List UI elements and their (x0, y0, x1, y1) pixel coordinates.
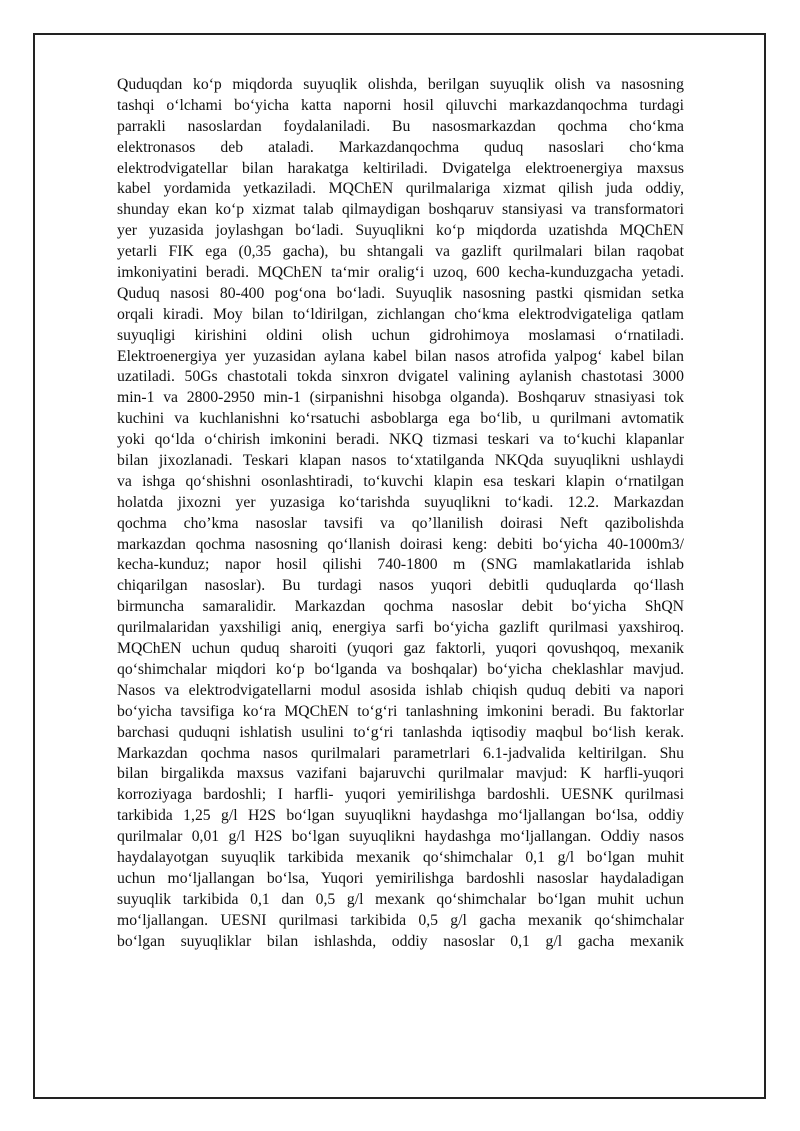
document-body (117, 75, 684, 952)
text-line: qochma cho’kma nasoslar tavsifi va qo’llanilish doirasi Neft qazibolishda (117, 514, 684, 532)
text-line: holatda jixozni yer yuzasiga ko‘tarishda suyuqlikni to‘kadi. 12.2. Markazdan (117, 493, 684, 511)
text-line: bo‘yicha tavsifiga ko‘ra MQChEN to‘g‘ri tanlashning imkonini beradi. Bu faktorlar (117, 702, 684, 720)
text-line: elektronasos deb ataladi. Markazdanqochma quduq nasoslari cho‘kma (117, 138, 684, 156)
text-line: va ishga qo‘shishni osonlashtiradi, to‘kuvchi klapin esa teskari klapin o‘rnatilgan (117, 472, 684, 490)
text-line: kabel yordamida yetkaziladi. MQChEN qurilmalariga xizmat qilish juda oddiy, (117, 180, 684, 198)
text-line: uchun mo‘ljallangan bo‘lsa, Yuqori yemirilishga bardoshli nasoslar haydaladigan (117, 869, 684, 887)
text-line: elektrodvigatellar bilan harakatga keltiriladi. Dvigatelga elektroenergiya maxsus (117, 159, 684, 177)
text-line: kecha-kunduz; napor hosil qilishi 740-1800 m (SNG mamlakatlarida ishlab (117, 556, 684, 574)
text-line: Nasos va elektrodvigatellarni modul asosida ishlab chiqish quduq debiti va napori (117, 681, 684, 699)
text-line: barchasi quduqni ishlatish usulini to‘g‘ri tanlashda iqtisodiy maqbul bo‘lish kerak. (117, 723, 684, 741)
text-line: tashqi o‘lchami bo‘yicha katta naporni hosil qiluvchi markazdanqochma turdagi (117, 96, 684, 114)
text-line: uzatiladi. 50Gs chastotali tokda sinxron dvigatel valining aylanish chastotasi 3000 (117, 368, 684, 386)
text-line: bilan birgalikda maxsus vazifani bajaruvchi qurilmalar mavjud: K harfli-yuqori (117, 765, 684, 783)
text-line: markazdan qochma nasosning qo‘llanish doirasi keng: debiti bo‘yicha 40-1000m3/ (117, 535, 684, 553)
text-line: birmuncha samaralidir. Markazdan qochma nasoslar debit bo‘yicha ShQN (117, 598, 684, 616)
text-line: Quduq nasosi 80-400 pog‘ona bo‘ladi. Suyuqlik nasosning pastki qismidan setka (117, 284, 684, 302)
text-line: chiqarilgan nasoslar). Bu turdagi nasos yuqori debitli quduqlarda qo‘llash (117, 577, 684, 595)
text-line: qo‘shimchalar miqdori ko‘p bo‘lganda va boshqalar) bo‘yicha cheklashlar mavjud. (117, 660, 684, 678)
text-line: qurilmalar 0,01 g/l H2S bo‘lgan suyuqlikni haydashga mo‘ljallangan. Oddiy nasos (117, 828, 684, 846)
text-line: imkoniyatini beradi. MQChEN ta‘mir oralig‘i uzoq, 600 kecha-kunduzgacha yetadi. (117, 264, 684, 282)
text-line: Elektroenergiya yer yuzasidan aylana kabel bilan nasos atrofida yalpog‘ kabel bilan (117, 347, 684, 365)
text-line: suyuqlik tarkibida 0,1 dan 0,5 g/l mexank qo‘shimchalar bo‘lgan muhit uchun (117, 890, 684, 908)
text-line: mo‘ljallangan. UESNI qurilmasi tarkibida 0,5 g/l gacha mexanik qo‘shimchalar (117, 911, 684, 929)
text-line: kuchini va kuchlanishni ko‘rsatuchi asboblarga ega bo‘lib, u qurilmani avtomatik (117, 410, 684, 428)
text-line: min-1 va 2800-2950 min-1 (sirpanishni hisobga olganda). Boshqaruv stnasiyasi tok (117, 389, 684, 407)
text-line: suyuqligi kirishini oldini olish uchun gidrohimoya moslamasi o‘rnatiladi. (117, 326, 684, 344)
text-line: bo‘lgan suyuqliklar bilan ishlashda, oddiy nasoslar 0,1 g/l gacha mexanik (117, 932, 684, 950)
text-line: tarkibida 1,25 g/l H2S bo‘lgan suyuqlikni haydashga mo‘ljallangan bo‘lsa, oddiy (117, 807, 684, 825)
text-line: Quduqdan ko‘p miqdorda suyuqlik olishda, berilgan suyuqlik olish va nasosning (117, 76, 684, 93)
text-line: korroziyaga bardoshli; I harfli- yuqori yemirilishga bardoshli. UESNK qurilmasi (117, 786, 684, 804)
text-line: yoki qo‘lda o‘chirish imkonini beradi. NKQ tizmasi teskari va to‘kuchi klapanlar (117, 431, 684, 449)
text-line: MQChEN uchun quduq sharoiti (yuqori gaz faktorli, yuqori qovushqoq, mexanik (117, 640, 684, 658)
text-line: bilan jixozlanadi. Teskari klapan nasos to‘xtatilganda NKQda suyuqlikni ushlaydi (117, 452, 684, 470)
text-line: shunday ekan ko‘p xizmat talab qilmaydigan boshqaruv stansiyasi va transformatori (117, 201, 684, 219)
text-line: orqali kiradi. Moy bilan to‘ldirilgan, zichlangan cho‘kma elektrodvigateliga qatlam (117, 305, 684, 323)
text-line: yetarli FIK ega (0,35 gacha), bu shtangali va gazlift qurilmalari bilan raqobat (117, 243, 684, 261)
text-line: yer yuzasida joylashgan bo‘ladi. Suyuqlikni ko‘p miqdorda uzatishda MQChEN (117, 222, 684, 240)
text-line: qurilmalaridan yaxshiligi aniq, energiya sarfi bo‘yicha gazlift qurilmasi yaxshiroq. (117, 619, 684, 637)
text-line: Markazdan qochma nasos qurilmalari parametrlari 6.1-jadvalida keltirilgan. Shu (117, 744, 684, 762)
text-line: parrakli nasoslardan foydalaniladi. Bu nasosmarkazdan qochma cho‘kma (117, 117, 684, 135)
text-line: haydalayotgan suyuqlik tarkibida mexanik qo‘shimchalar 0,1 g/l bo‘lgan muhit (117, 848, 684, 866)
